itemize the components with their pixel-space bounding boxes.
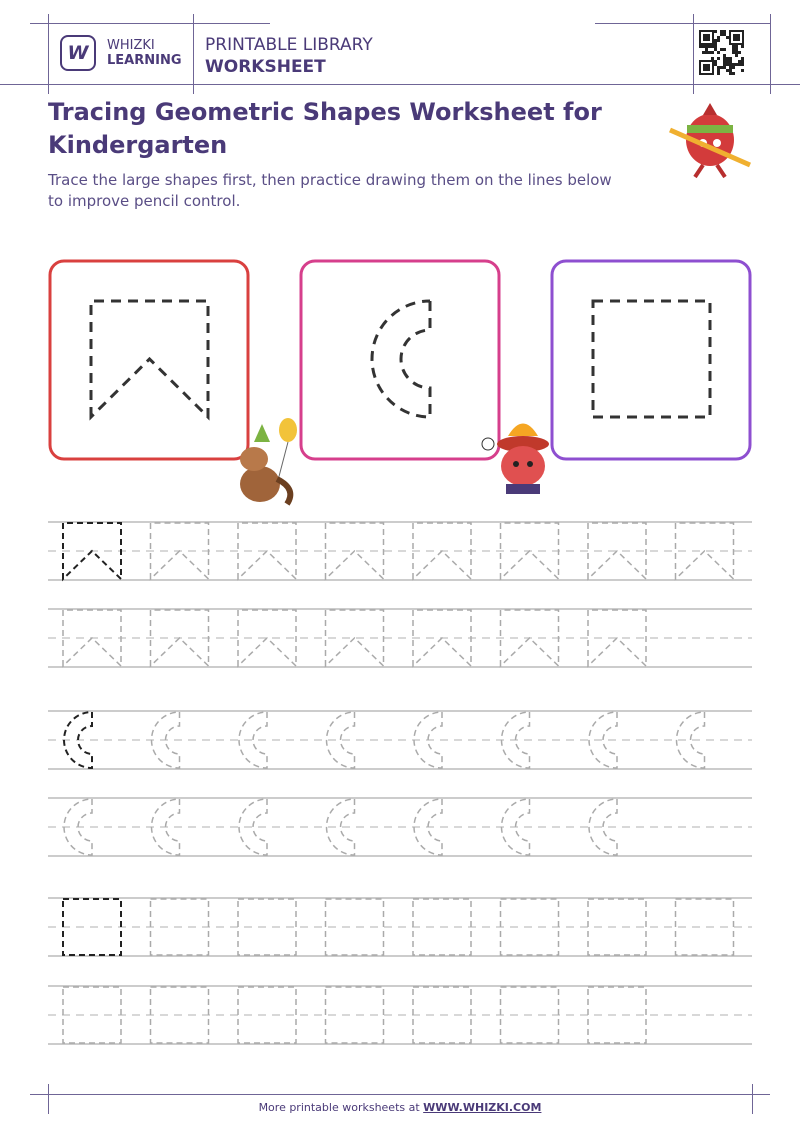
website-link[interactable]: WWW.WHIZKI.COM [423, 1101, 542, 1114]
brand-name: WHIZKI [107, 38, 155, 53]
header-divider [693, 14, 694, 94]
page-title: Tracing Geometric Shapes Worksheet for Kindergarten [48, 98, 602, 159]
worksheet-label: WORKSHEET [205, 57, 326, 77]
practice-row-square [48, 986, 752, 1044]
brand-name-sub: LEARNING [107, 53, 182, 68]
header-divider [770, 14, 771, 94]
trace-shape[interactable] [413, 610, 471, 666]
chef-pot-character-icon [478, 416, 568, 506]
instructions: Trace the large shapes first, then practice drawing them on the lines below to improve pencil control. [48, 171, 612, 210]
practice-row-square [48, 898, 752, 956]
header-divider [48, 14, 49, 94]
practice-row-half-ring [48, 711, 752, 769]
footer [0, 1101, 800, 1114]
big-shape-card-half-ring [301, 261, 499, 459]
logo-letter: W [67, 42, 89, 64]
practice-row-half-ring [48, 798, 752, 856]
header-rule-top-right [595, 23, 770, 24]
trace-shape[interactable] [151, 523, 209, 579]
big-shape-card-banner [50, 261, 248, 459]
header-rule-bottom [0, 84, 800, 85]
qr-code-icon [699, 30, 745, 76]
library-label: PRINTABLE LIBRARY [205, 35, 373, 55]
header-rule-top [30, 23, 270, 24]
trace-shape[interactable] [501, 610, 559, 666]
trace-shape[interactable] [151, 610, 209, 666]
whizki-logo-icon [60, 35, 96, 71]
pony-character-icon [232, 414, 307, 509]
card-border [552, 261, 750, 459]
trace-shape[interactable] [63, 610, 121, 666]
practice-row-banner [48, 609, 752, 667]
trace-shape[interactable] [413, 523, 471, 579]
trace-shape[interactable] [501, 523, 559, 579]
footer-text: More printable worksheets at [258, 1101, 424, 1114]
big-shape-card-square [552, 261, 750, 459]
practice-row-banner [48, 522, 752, 580]
footer-rule [30, 1094, 770, 1095]
tracing-area [0, 250, 800, 1070]
example-shape[interactable] [63, 523, 121, 579]
pomegranate-mascot-icon [665, 95, 755, 180]
header-divider [193, 14, 194, 94]
